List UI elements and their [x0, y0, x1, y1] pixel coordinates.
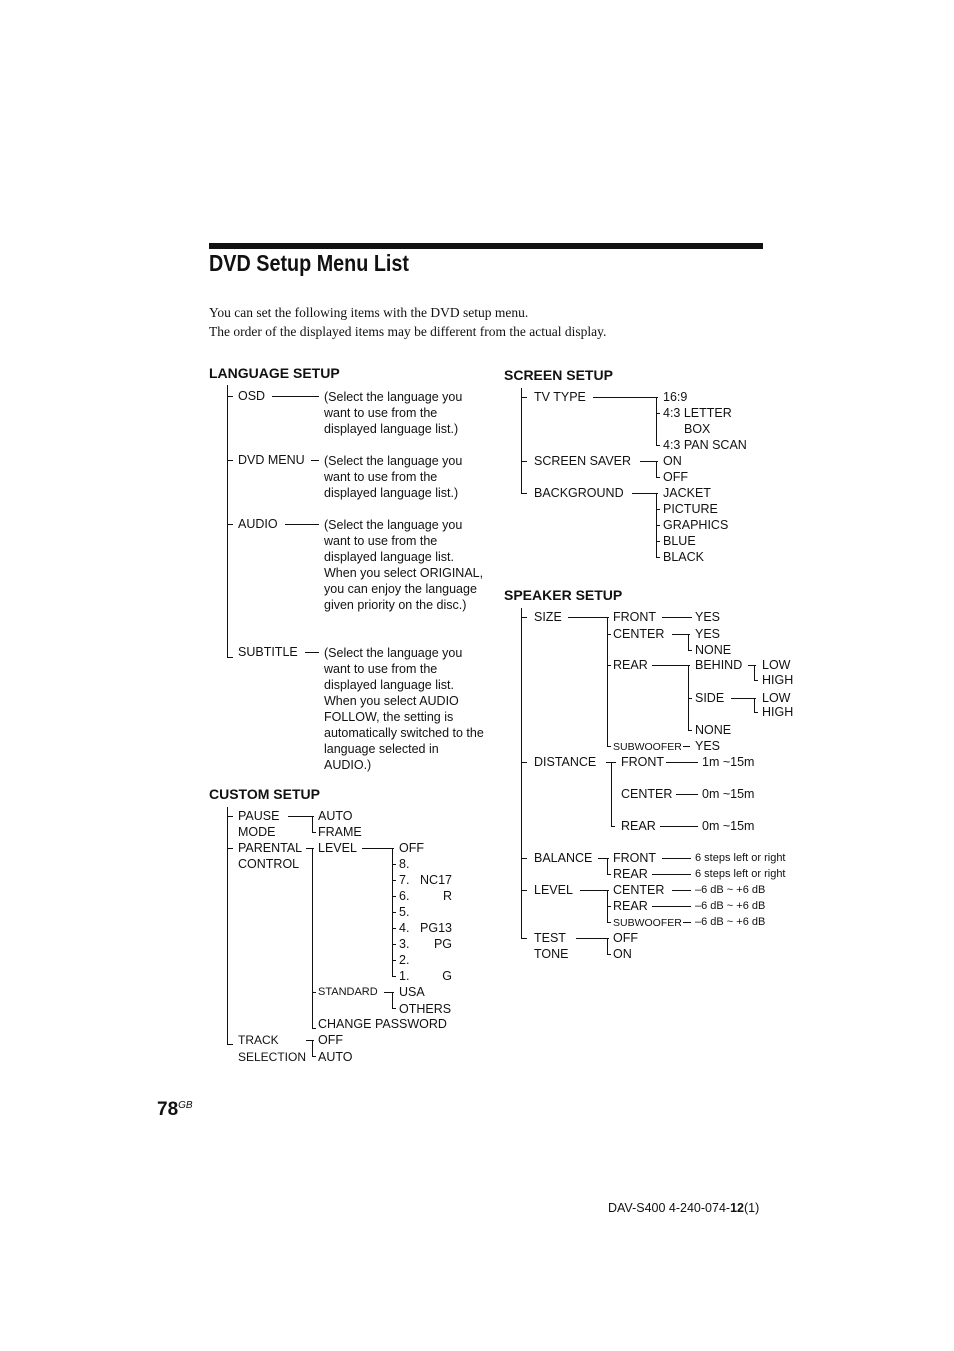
distance-rear: REAR	[621, 819, 656, 833]
distance-center-range: 0m ~15m	[702, 787, 755, 801]
subwoofer-yes: YES	[695, 739, 721, 753]
size-center: CENTER	[613, 627, 665, 641]
connector	[272, 396, 319, 397]
parental-level-number: 6.	[399, 889, 410, 903]
tick	[521, 493, 527, 494]
standard-others: OTHERS	[399, 1002, 452, 1016]
model-prefix: DAV-S400 4-240-074-	[608, 1201, 731, 1215]
tick	[392, 880, 396, 881]
test-label: TEST	[534, 931, 566, 945]
language-audio-label: AUDIO	[238, 517, 278, 531]
tick	[607, 634, 611, 635]
tick	[227, 396, 233, 397]
tick	[607, 665, 611, 666]
language-tree-line	[227, 385, 228, 658]
connector	[652, 906, 691, 907]
language-dvd-menu-desc: (Select the language you want to use from the displayed language list.)	[324, 454, 463, 500]
bg-graphics: GRAPHICS	[663, 518, 729, 532]
connector	[731, 698, 756, 699]
tick	[607, 746, 611, 747]
intro-line-2: The order of the displayed items may be different from the actual display.	[209, 324, 607, 339]
track-auto: AUTO	[318, 1050, 353, 1064]
connector	[362, 848, 394, 849]
distance-rear-range: 0m ~15m	[702, 819, 755, 833]
rear-side: SIDE	[695, 691, 725, 705]
parental-bracket	[312, 848, 313, 1028]
tv-letter: 4:3 LETTER	[663, 406, 732, 420]
standard-label: STANDARD	[318, 986, 378, 998]
tick	[227, 816, 233, 817]
tick	[656, 445, 660, 446]
tick	[656, 541, 660, 542]
bracket	[656, 397, 657, 445]
bg-picture: PICTURE	[663, 502, 718, 516]
track-off: OFF	[318, 1033, 343, 1047]
bracket	[607, 938, 608, 954]
bg-blue: BLUE	[663, 534, 696, 548]
page-title: DVD Setup Menu List	[209, 250, 410, 276]
connector	[683, 746, 690, 747]
level-rear-range: –6 dB ~ +6 dB	[695, 900, 766, 912]
screen-setup-heading: SCREEN SETUP	[504, 367, 613, 383]
tick	[521, 397, 527, 398]
bracket	[312, 1040, 313, 1056]
test-on: ON	[613, 947, 632, 961]
bracket	[754, 698, 755, 712]
tv-type-label: TV TYPE	[534, 390, 586, 404]
speaker-setup-heading: SPEAKER SETUP	[504, 587, 623, 603]
tick	[656, 525, 660, 526]
connector	[662, 858, 691, 859]
tick	[688, 650, 692, 651]
size-rear: REAR	[613, 658, 648, 672]
size-bracket	[607, 617, 608, 746]
balance-label: BALANCE	[534, 851, 593, 865]
parental-level-number: 8.	[399, 857, 410, 871]
level-rear: REAR	[613, 899, 648, 913]
balance-front: FRONT	[613, 851, 657, 865]
parental-level-rating: R	[442, 889, 452, 903]
tick	[312, 832, 316, 833]
tick	[392, 976, 396, 977]
tick	[392, 944, 396, 945]
connector	[676, 794, 698, 795]
distance-center: CENTER	[621, 787, 673, 801]
parental-level-number: 7.	[399, 873, 410, 887]
tick	[607, 874, 611, 875]
tick	[754, 680, 758, 681]
behind-low: LOW	[762, 658, 791, 672]
tick	[607, 954, 611, 955]
tick	[688, 698, 692, 699]
parental-label: PARENTAL	[238, 841, 303, 855]
screen-tree-line	[521, 388, 522, 493]
tick	[521, 461, 527, 462]
selection-label: SELECTION	[238, 1050, 307, 1064]
bg-jacket: JACKET	[663, 486, 711, 500]
bracket	[312, 816, 313, 832]
language-dvd-menu-label: DVD MENU	[238, 453, 305, 467]
model-bold: 12	[730, 1201, 744, 1215]
tick	[656, 509, 660, 510]
tick	[312, 1056, 316, 1057]
tone-label: TONE	[534, 947, 569, 961]
background-label: BACKGROUND	[534, 486, 624, 500]
bg-black: BLACK	[663, 550, 704, 564]
bracket	[754, 665, 755, 680]
tick	[392, 896, 396, 897]
parental-level-rating: PG	[433, 937, 452, 951]
pause-auto: AUTO	[318, 809, 353, 823]
parental-level-number: 4.	[399, 921, 410, 935]
balance-front-value: 6 steps left or right	[695, 852, 786, 864]
tick	[392, 960, 396, 961]
tick	[521, 617, 527, 618]
connector	[632, 493, 658, 494]
tick	[521, 762, 527, 763]
level-center: CENTER	[613, 883, 665, 897]
language-setup-heading: LANGUAGE SETUP	[209, 365, 340, 381]
level-subwoofer-range: –6 dB ~ +6 dB	[695, 916, 766, 928]
track-label: TRACK	[238, 1033, 279, 1047]
tick	[392, 1008, 396, 1009]
size-front: FRONT	[613, 610, 657, 624]
tick	[392, 864, 396, 865]
connector	[305, 652, 319, 653]
tick	[521, 858, 527, 859]
tick	[392, 928, 396, 929]
pause-frame: FRAME	[318, 825, 362, 839]
parental-level-rating: PG13	[420, 921, 452, 935]
custom-tree-line	[227, 807, 228, 1045]
tick	[688, 730, 692, 731]
parental-level-number: 5.	[399, 905, 410, 919]
pause-label: PAUSE	[238, 809, 280, 823]
connector	[568, 617, 609, 618]
size-label: SIZE	[534, 610, 562, 624]
size-center-yes: YES	[695, 627, 721, 641]
mode-label: MODE	[238, 825, 276, 839]
tick	[227, 460, 233, 461]
page-number-suffix: GB	[178, 1100, 193, 1111]
size-subwoofer: SUBWOOFER	[613, 741, 682, 753]
side-low: LOW	[762, 691, 791, 705]
tick	[656, 557, 660, 558]
tick	[312, 992, 316, 993]
change-password: CHANGE PASSWORD	[318, 1017, 447, 1031]
model-code	[608, 1201, 759, 1215]
page-number-value: 78	[157, 1099, 179, 1120]
tv-letter-box: BOX	[684, 422, 711, 436]
connector	[285, 524, 319, 525]
custom-setup-heading: CUSTOM SETUP	[209, 786, 320, 802]
connector	[672, 890, 691, 891]
parental-level-rating: G	[442, 969, 452, 983]
model-suffix: (1)	[743, 1201, 760, 1215]
bracket	[392, 992, 393, 1008]
connector	[288, 816, 314, 817]
size-front-yes: YES	[695, 610, 721, 624]
tick	[227, 848, 233, 849]
connector	[580, 890, 609, 891]
screen-saver-off: OFF	[663, 470, 688, 484]
bracket	[607, 858, 608, 874]
balance-rear: REAR	[613, 867, 648, 881]
tick	[607, 922, 611, 923]
tick	[521, 938, 527, 939]
level-label: LEVEL	[318, 841, 357, 855]
tv-16-9: 16:9	[663, 390, 688, 404]
connector	[593, 397, 658, 398]
parental-level-rating: NC17	[420, 873, 452, 887]
language-subtitle-label: SUBTITLE	[238, 645, 298, 659]
rear-none: NONE	[695, 723, 732, 737]
tv-pan-scan: 4:3 PAN SCAN	[663, 438, 747, 452]
connector	[662, 617, 692, 618]
tick	[656, 477, 660, 478]
standard-usa: USA	[399, 985, 425, 999]
tick	[312, 1028, 316, 1029]
connector	[652, 665, 690, 666]
distance-front: FRONT	[621, 755, 665, 769]
connector	[660, 826, 698, 827]
balance-rear-value: 6 steps left or right	[695, 868, 786, 880]
level-subwoofer: SUBWOOFER	[613, 917, 682, 929]
distance-label: DISTANCE	[534, 755, 597, 769]
side-high: HIGH	[762, 705, 794, 719]
tick	[392, 912, 396, 913]
control-label: CONTROL	[238, 857, 300, 871]
language-osd-desc: (Select the language you want to use from the displayed language list.)	[324, 390, 463, 436]
tick	[656, 413, 660, 414]
tick	[754, 712, 758, 713]
connector	[576, 938, 609, 939]
tick	[611, 826, 615, 827]
test-off: OFF	[613, 931, 638, 945]
parental-level-number: OFF	[399, 841, 424, 855]
tick	[227, 657, 233, 658]
intro-line-1: You can set the following items with the DVD setup menu.	[209, 305, 529, 320]
level-center-range: –6 dB ~ +6 dB	[695, 884, 766, 896]
title-rule	[209, 243, 763, 249]
connector	[666, 762, 698, 763]
behind-high: HIGH	[762, 673, 794, 687]
bracket	[656, 461, 657, 477]
parental-level-number: 2.	[399, 953, 410, 967]
bracket	[688, 634, 689, 650]
screen-saver-on: ON	[663, 454, 682, 468]
connector	[652, 874, 691, 875]
level-label: LEVEL	[534, 883, 573, 897]
tick	[227, 524, 233, 525]
tick	[607, 906, 611, 907]
language-osd-label: OSD	[238, 389, 266, 403]
distance-front-range: 1m ~15m	[702, 755, 755, 769]
parental-level-number: 3.	[399, 937, 410, 951]
connector	[683, 922, 691, 923]
parental-level-number: 1.	[399, 969, 410, 983]
language-audio-desc: (Select the language you want to use from the displayed language list. When you select ORIGINAL, you can enjoy the language given priority on the disc.)	[324, 518, 484, 612]
size-center-none: NONE	[695, 643, 732, 657]
tick	[227, 1044, 233, 1045]
language-subtitle-desc: (Select the language you want to use from the displayed language list. When you select AUDIO FOLLOW, the setting is automatically switched to the language selected in AUDIO.)	[324, 646, 484, 772]
tick	[521, 890, 527, 891]
screen-saver-label: SCREEN SAVER	[534, 454, 632, 468]
distance-bracket	[611, 762, 612, 826]
rear-behind: BEHIND	[695, 658, 743, 672]
page-number	[157, 1099, 193, 1121]
connector	[311, 460, 319, 461]
speaker-tree-line	[521, 608, 522, 938]
